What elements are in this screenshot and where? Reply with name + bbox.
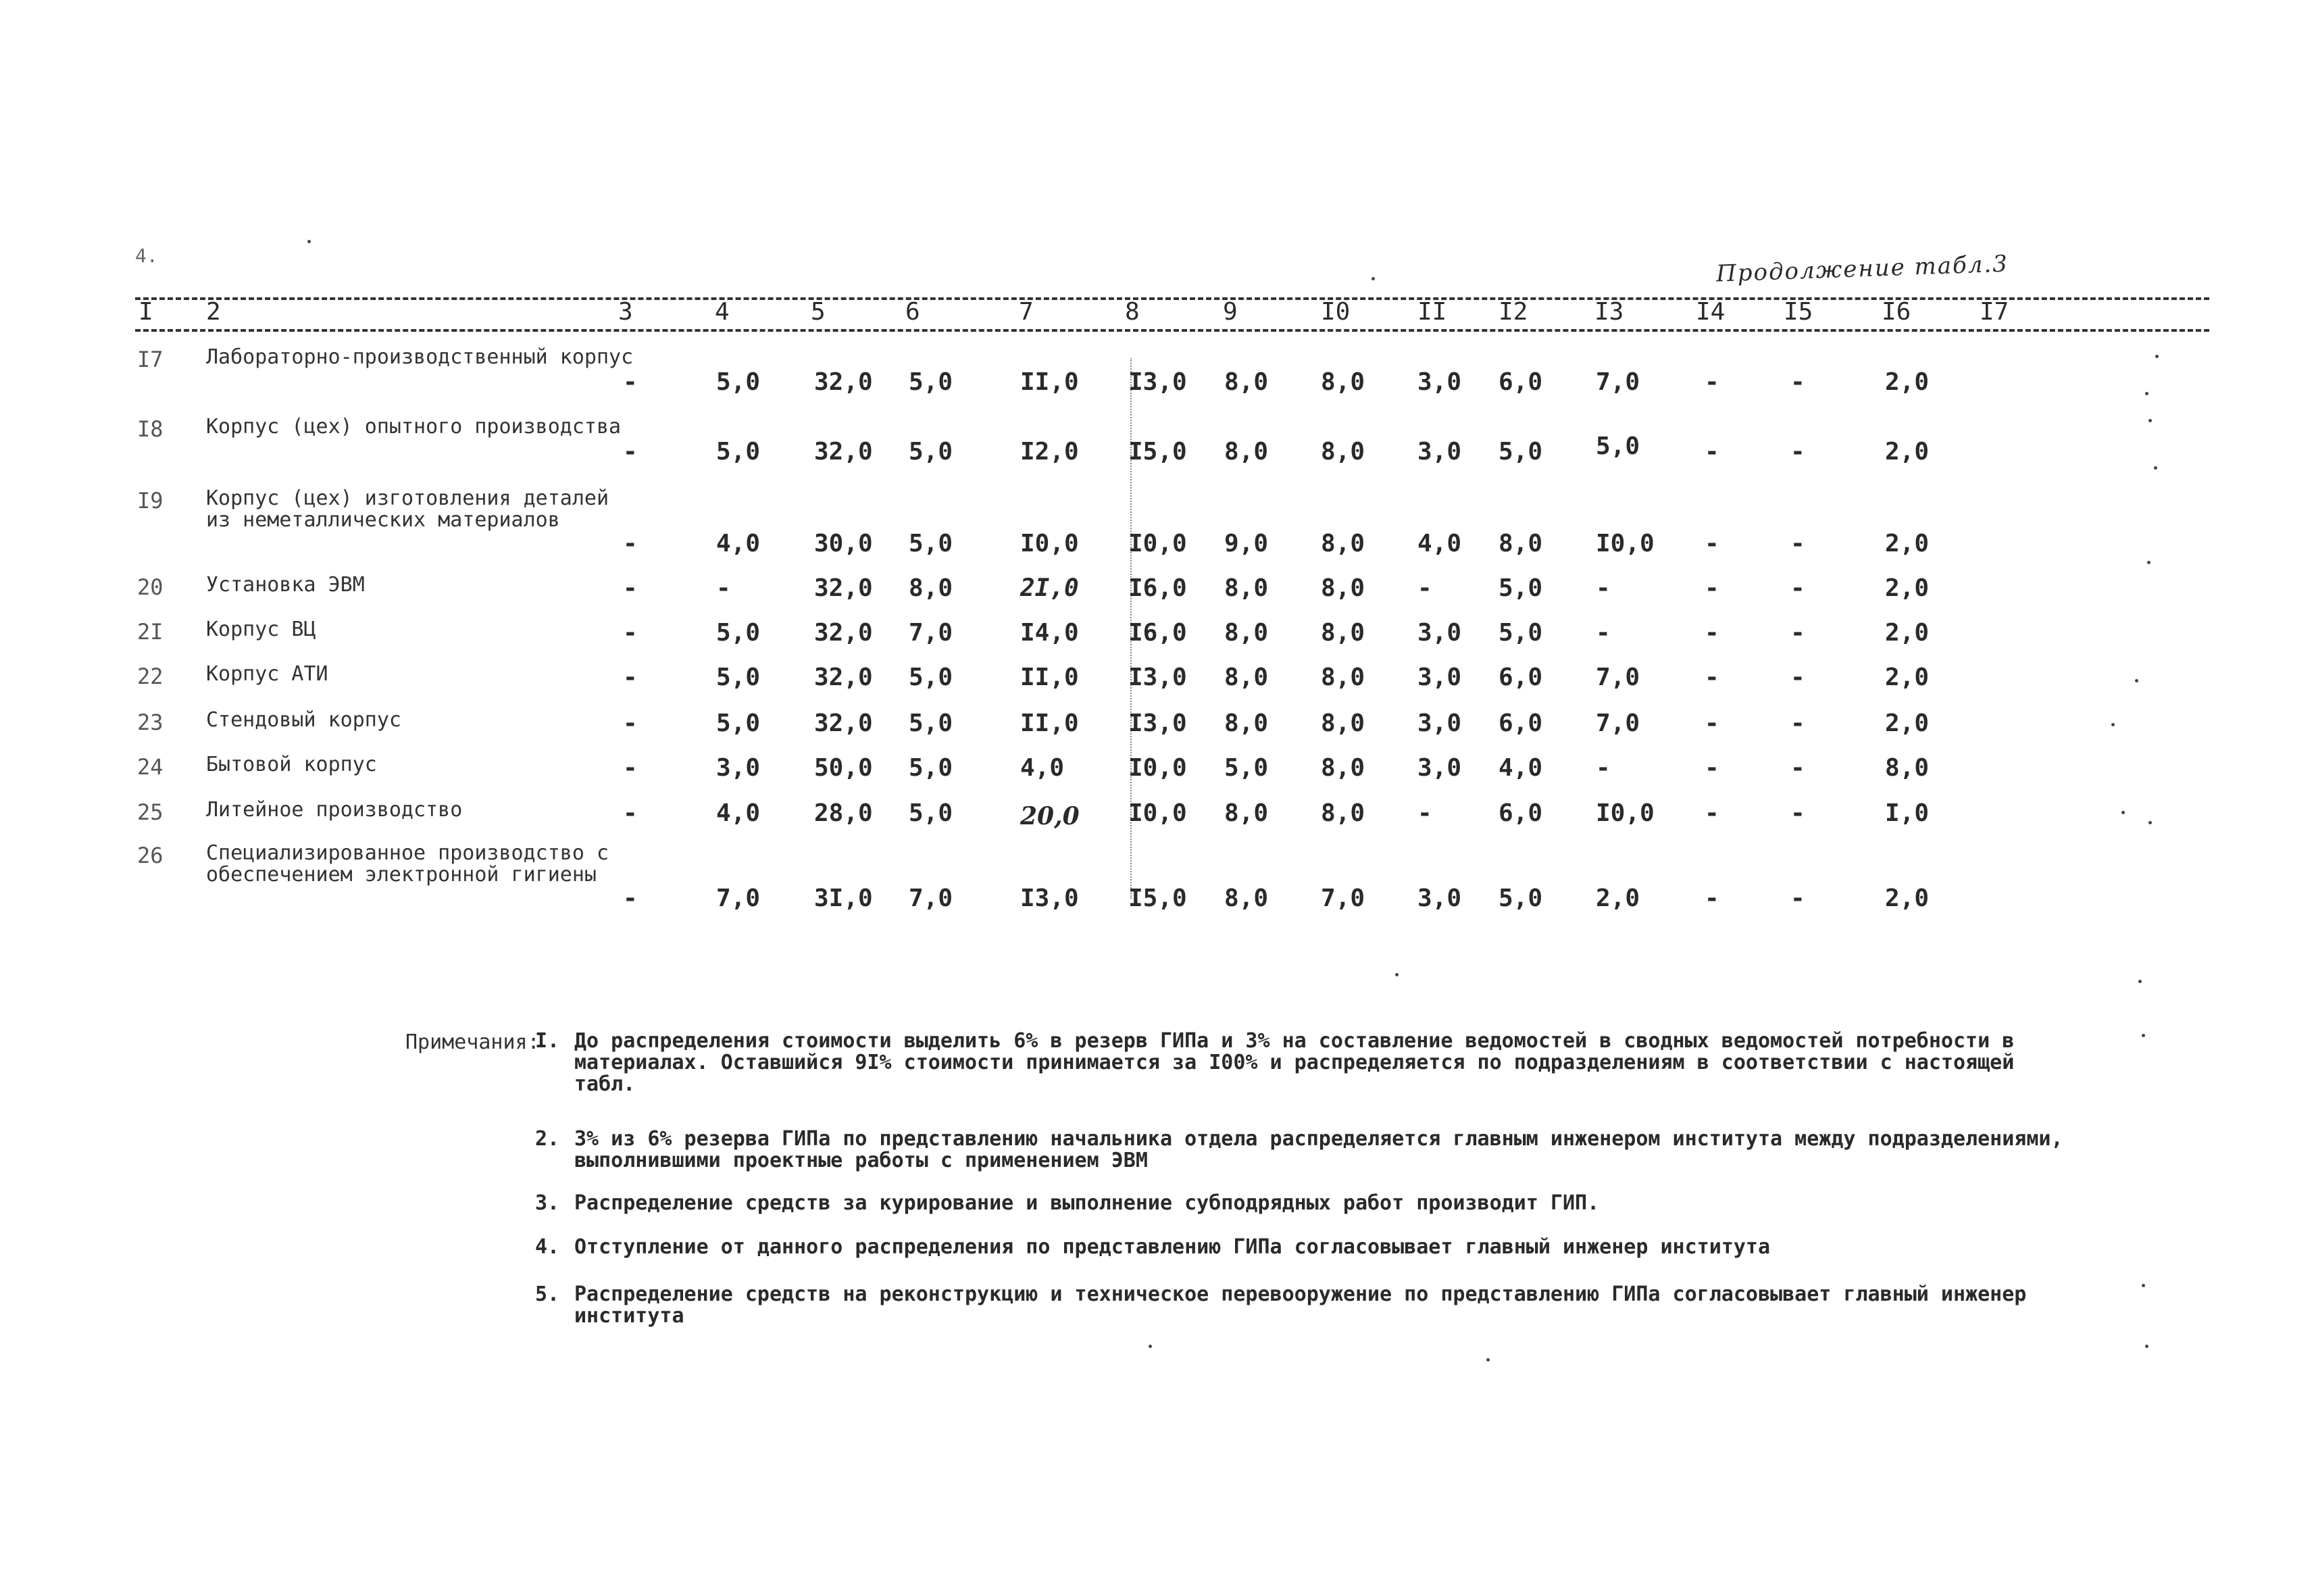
row-number: 26	[137, 843, 164, 868]
row-number: 25	[137, 799, 164, 825]
cell-col13: 7,0	[1596, 709, 1640, 737]
scan-speck	[2111, 723, 2115, 726]
cell-col4: 5,0	[716, 619, 761, 647]
cell-col6: 5,0	[909, 530, 953, 557]
col-header-11: II	[1417, 298, 1447, 326]
col-header-9: 9	[1223, 298, 1238, 326]
cell-col11: 3,0	[1417, 664, 1462, 691]
cell-col16: 2,0	[1885, 664, 1930, 691]
cell-col6: 7,0	[909, 619, 953, 647]
cell-col6: 5,0	[909, 368, 953, 396]
cell-col9: 8,0	[1224, 884, 1269, 912]
page-number: 4.	[135, 245, 158, 267]
table-header-bottom-rule	[135, 329, 2209, 332]
scan-speck	[307, 240, 311, 243]
cell-col4: 5,0	[716, 664, 761, 691]
cell-col4: 5,0	[716, 438, 761, 466]
note-number: 4.	[535, 1235, 560, 1259]
cell-col4: 7,0	[716, 884, 761, 912]
cell-col12: 4,0	[1499, 754, 1543, 782]
cell-col9: 8,0	[1224, 799, 1269, 827]
row-name: Специализированное производство с обеспечением электронной гигиены	[206, 841, 609, 887]
cell-col13: 5,0	[1596, 432, 1640, 460]
cell-col14: -	[1705, 884, 1719, 912]
cell-col11: 4,0	[1417, 530, 1462, 557]
cell-col4: 5,0	[716, 709, 761, 737]
row-name: Корпус ВЦ	[206, 618, 316, 641]
cell-col13: -	[1596, 619, 1611, 647]
cell-col11: 3,0	[1417, 754, 1462, 782]
cell-col6: 8,0	[909, 574, 953, 602]
scan-speck	[2147, 561, 2150, 564]
cell-col10: 8,0	[1321, 709, 1365, 737]
cell-col16: 2,0	[1885, 884, 1930, 912]
note-text: До распределения стоимости выделить 6% в резерв ГИПа и 3% на составление ведомостей в сводных ведомостей потребности в материалах. Оставшийся 9I% стоимости принимается за I00% и распределяется по подразделениям в соответствии с настоящей табл.	[574, 1029, 2015, 1096]
cell-col14: -	[1705, 368, 1719, 396]
cell-col12: 5,0	[1499, 619, 1543, 647]
cell-col3: -	[623, 438, 638, 466]
cell-col6: 5,0	[909, 799, 953, 827]
row-number: I8	[137, 416, 164, 442]
cell-col7: I2,0	[1020, 438, 1079, 466]
scan-speck	[1395, 973, 1399, 976]
col-header-4: 4	[715, 298, 730, 326]
cell-col3: -	[623, 619, 638, 647]
note-item	[535, 1191, 2081, 1215]
cell-col16: I,0	[1885, 799, 1930, 827]
cell-col3: -	[623, 664, 638, 691]
cell-col3: -	[623, 799, 638, 827]
row-name: Корпус (цех) опытного производства	[206, 415, 622, 439]
cell-col16: 2,0	[1885, 438, 1930, 466]
cell-col10: 8,0	[1321, 438, 1365, 466]
scan-speck	[2148, 821, 2152, 824]
row-name: Корпус (цех) изготовления деталей из неметаллических материалов	[206, 487, 609, 532]
cell-col4: 4,0	[716, 799, 761, 827]
cell-col7: II,0	[1020, 368, 1079, 396]
cell-col11: 3,0	[1417, 619, 1462, 647]
cell-col7: 2I,0	[1020, 574, 1079, 602]
cell-col6: 5,0	[909, 664, 953, 691]
cell-col6: 7,0	[909, 884, 953, 912]
cell-col15: -	[1790, 619, 1805, 647]
cell-col15: -	[1790, 754, 1805, 782]
col-header-16: I6	[1882, 298, 1911, 326]
cell-col12: 6,0	[1499, 709, 1543, 737]
cell-col8: I5,0	[1128, 884, 1187, 912]
cell-col14: -	[1705, 709, 1719, 737]
col-header-14: I4	[1696, 298, 1726, 326]
cell-col13: -	[1596, 574, 1611, 602]
scan-speck	[2154, 466, 2157, 470]
cell-col13: 7,0	[1596, 368, 1640, 396]
continuation-note: Продолжение табл.3	[1715, 250, 2009, 288]
scan-speck	[2142, 1284, 2145, 1287]
cell-col5: 32,0	[814, 664, 873, 691]
cell-col5: 32,0	[814, 709, 873, 737]
row-number: 20	[137, 574, 164, 600]
row-number: 24	[137, 754, 164, 780]
note-item	[535, 1282, 2081, 1328]
col-header-17: I7	[1980, 298, 2009, 326]
row-number: I9	[137, 488, 164, 514]
cell-col4: 3,0	[716, 754, 761, 782]
cell-col13: I0,0	[1596, 799, 1655, 827]
cell-col3: -	[623, 530, 638, 557]
col-header-6: 6	[905, 298, 920, 326]
cell-col11: 3,0	[1417, 438, 1462, 466]
cell-col3: -	[623, 574, 638, 602]
scan-speck	[2148, 419, 2152, 422]
cell-col14: -	[1705, 754, 1719, 782]
col-header-7: 7	[1019, 298, 1034, 326]
cell-col8: I3,0	[1128, 709, 1187, 737]
cell-col14: -	[1705, 799, 1719, 827]
row-name: Стендовый корпус	[206, 708, 401, 732]
cell-col14: -	[1705, 438, 1719, 466]
cell-col12: 6,0	[1499, 368, 1543, 396]
cell-col9: 8,0	[1224, 438, 1269, 466]
cell-col14: -	[1705, 574, 1719, 602]
scan-speck	[1486, 1358, 1490, 1362]
cell-col10: 8,0	[1321, 799, 1365, 827]
cell-col16: 8,0	[1885, 754, 1930, 782]
cell-col11: -	[1417, 799, 1432, 827]
cell-col10: 8,0	[1321, 530, 1365, 557]
row-name: Корпус АТИ	[206, 662, 328, 686]
row-number: 23	[137, 709, 164, 735]
scan-speck	[1149, 1345, 1152, 1348]
note-text: Отступление от данного распределения по представлению ГИПа согласовывает главный инженер института	[574, 1235, 1771, 1259]
cell-col14: -	[1705, 664, 1719, 691]
cell-col15: -	[1790, 709, 1805, 737]
note-item	[535, 1235, 2081, 1259]
cell-col5: 28,0	[814, 799, 873, 827]
cell-col4: 5,0	[716, 368, 761, 396]
col-header-2: 2	[206, 298, 221, 326]
cell-col13: I0,0	[1596, 530, 1655, 557]
cell-col16: 2,0	[1885, 574, 1930, 602]
note-text: Распределение средств на реконструкцию и техническое перевооружение по представлению ГИПа согласовывает главный инженер института	[574, 1282, 2027, 1328]
cell-col11: 3,0	[1417, 709, 1462, 737]
cell-col9: 9,0	[1224, 530, 1269, 557]
row-name: Литейное производство	[206, 798, 463, 822]
cell-col15: -	[1790, 664, 1805, 691]
cell-col16: 2,0	[1885, 709, 1930, 737]
col-header-13: I3	[1594, 298, 1624, 326]
cell-col5: 50,0	[814, 754, 873, 782]
cell-col7: I0,0	[1020, 530, 1079, 557]
cell-col10: 8,0	[1321, 619, 1365, 647]
cell-col12: 5,0	[1499, 438, 1543, 466]
cell-col7: II,0	[1020, 709, 1079, 737]
cell-col10: 8,0	[1321, 368, 1365, 396]
notes-label: Примечания:	[405, 1030, 540, 1054]
note-number: 5.	[535, 1282, 560, 1306]
col-header-3: 3	[618, 298, 633, 326]
scan-speck	[2155, 355, 2159, 358]
note-item	[535, 1127, 2081, 1172]
row-name: Установка ЭВМ	[206, 573, 365, 597]
cell-col10: 8,0	[1321, 664, 1365, 691]
cell-col12: 5,0	[1499, 884, 1543, 912]
cell-col15: -	[1790, 574, 1805, 602]
cell-col9: 8,0	[1224, 619, 1269, 647]
scan-speck	[2142, 1034, 2145, 1037]
cell-col9: 8,0	[1224, 574, 1269, 602]
cell-col5: 32,0	[814, 368, 873, 396]
cell-col3: -	[623, 754, 638, 782]
col-header-1: I	[139, 298, 153, 326]
cell-col12: 8,0	[1499, 530, 1543, 557]
scan-speck	[2121, 811, 2125, 814]
col-header-10: I0	[1321, 298, 1351, 326]
cell-col16: 2,0	[1885, 619, 1930, 647]
cell-col5: 30,0	[814, 530, 873, 557]
scan-speck	[2145, 1345, 2148, 1348]
cell-col10: 8,0	[1321, 754, 1365, 782]
cell-col11: -	[1417, 574, 1432, 602]
cell-col7: I3,0	[1020, 884, 1079, 912]
col-header-12: I2	[1499, 298, 1528, 326]
cell-col12: 6,0	[1499, 799, 1543, 827]
note-number: 2.	[535, 1127, 560, 1151]
cell-col16: 2,0	[1885, 530, 1930, 557]
cell-col15: -	[1790, 438, 1805, 466]
col-header-15: I5	[1784, 298, 1813, 326]
cell-col8: I3,0	[1128, 368, 1187, 396]
cell-col7: I4,0	[1020, 619, 1079, 647]
cell-col9: 8,0	[1224, 664, 1269, 691]
cell-col7: II,0	[1020, 664, 1079, 691]
scan-speck	[2135, 679, 2138, 682]
cell-col8: I5,0	[1128, 438, 1187, 466]
cell-col10: 8,0	[1321, 574, 1365, 602]
cell-col7: 20,0	[1020, 802, 1080, 830]
cell-col8: I3,0	[1128, 664, 1187, 691]
cell-col15: -	[1790, 368, 1805, 396]
row-number: 2I	[137, 619, 164, 645]
row-number: 22	[137, 664, 164, 689]
cell-col12: 6,0	[1499, 664, 1543, 691]
cell-col13: 7,0	[1596, 664, 1640, 691]
cell-col9: 8,0	[1224, 368, 1269, 396]
cell-col11: 3,0	[1417, 368, 1462, 396]
cell-col4: -	[716, 574, 731, 602]
scan-speck	[2138, 980, 2142, 983]
cell-col8: I0,0	[1128, 530, 1187, 557]
note-number: I.	[535, 1029, 560, 1053]
cell-col3: -	[623, 709, 638, 737]
cell-col16: 2,0	[1885, 368, 1930, 396]
cell-col9: 8,0	[1224, 709, 1269, 737]
cell-col6: 5,0	[909, 754, 953, 782]
note-text: 3% из 6% резерва ГИПа по представлению начальника отдела распределяется главным инженером института между подразделениями, выполнившими проектные работы с применением ЭВМ	[574, 1127, 2063, 1172]
cell-col15: -	[1790, 884, 1805, 912]
cell-col15: -	[1790, 799, 1805, 827]
cell-col12: 5,0	[1499, 574, 1543, 602]
cell-col8: I0,0	[1128, 754, 1187, 782]
cell-col13: -	[1596, 754, 1611, 782]
cell-col11: 3,0	[1417, 884, 1462, 912]
scan-speck	[2145, 392, 2148, 395]
cell-col5: 32,0	[814, 574, 873, 602]
cell-col8: I6,0	[1128, 574, 1187, 602]
col-header-8: 8	[1125, 298, 1140, 326]
cell-col4: 4,0	[716, 530, 761, 557]
cell-col14: -	[1705, 530, 1719, 557]
cell-col8: I0,0	[1128, 799, 1187, 827]
cell-col6: 5,0	[909, 709, 953, 737]
cell-col5: 3I,0	[814, 884, 873, 912]
row-number: I7	[137, 347, 164, 372]
cell-col8: I6,0	[1128, 619, 1187, 647]
cell-col5: 32,0	[814, 619, 873, 647]
cell-col3: -	[623, 368, 638, 396]
note-text: Распределение средств за курирование и выполнение субподрядных работ производит ГИП.	[574, 1191, 1600, 1215]
cell-col3: -	[623, 884, 638, 912]
row-name: Лабораторно-производственный корпус	[206, 345, 634, 369]
cell-col5: 32,0	[814, 438, 873, 466]
cell-col9: 5,0	[1224, 754, 1269, 782]
scan-speck	[1372, 277, 1375, 280]
cell-col10: 7,0	[1321, 884, 1365, 912]
note-item	[535, 1029, 2081, 1096]
cell-col6: 5,0	[909, 438, 953, 466]
row-name: Бытовой корпус	[206, 753, 377, 776]
cell-col15: -	[1790, 530, 1805, 557]
cell-col7: 4,0	[1020, 754, 1065, 782]
cell-col14: -	[1705, 619, 1719, 647]
cell-col13: 2,0	[1596, 884, 1640, 912]
col-header-5: 5	[811, 298, 826, 326]
note-number: 3.	[535, 1191, 560, 1215]
